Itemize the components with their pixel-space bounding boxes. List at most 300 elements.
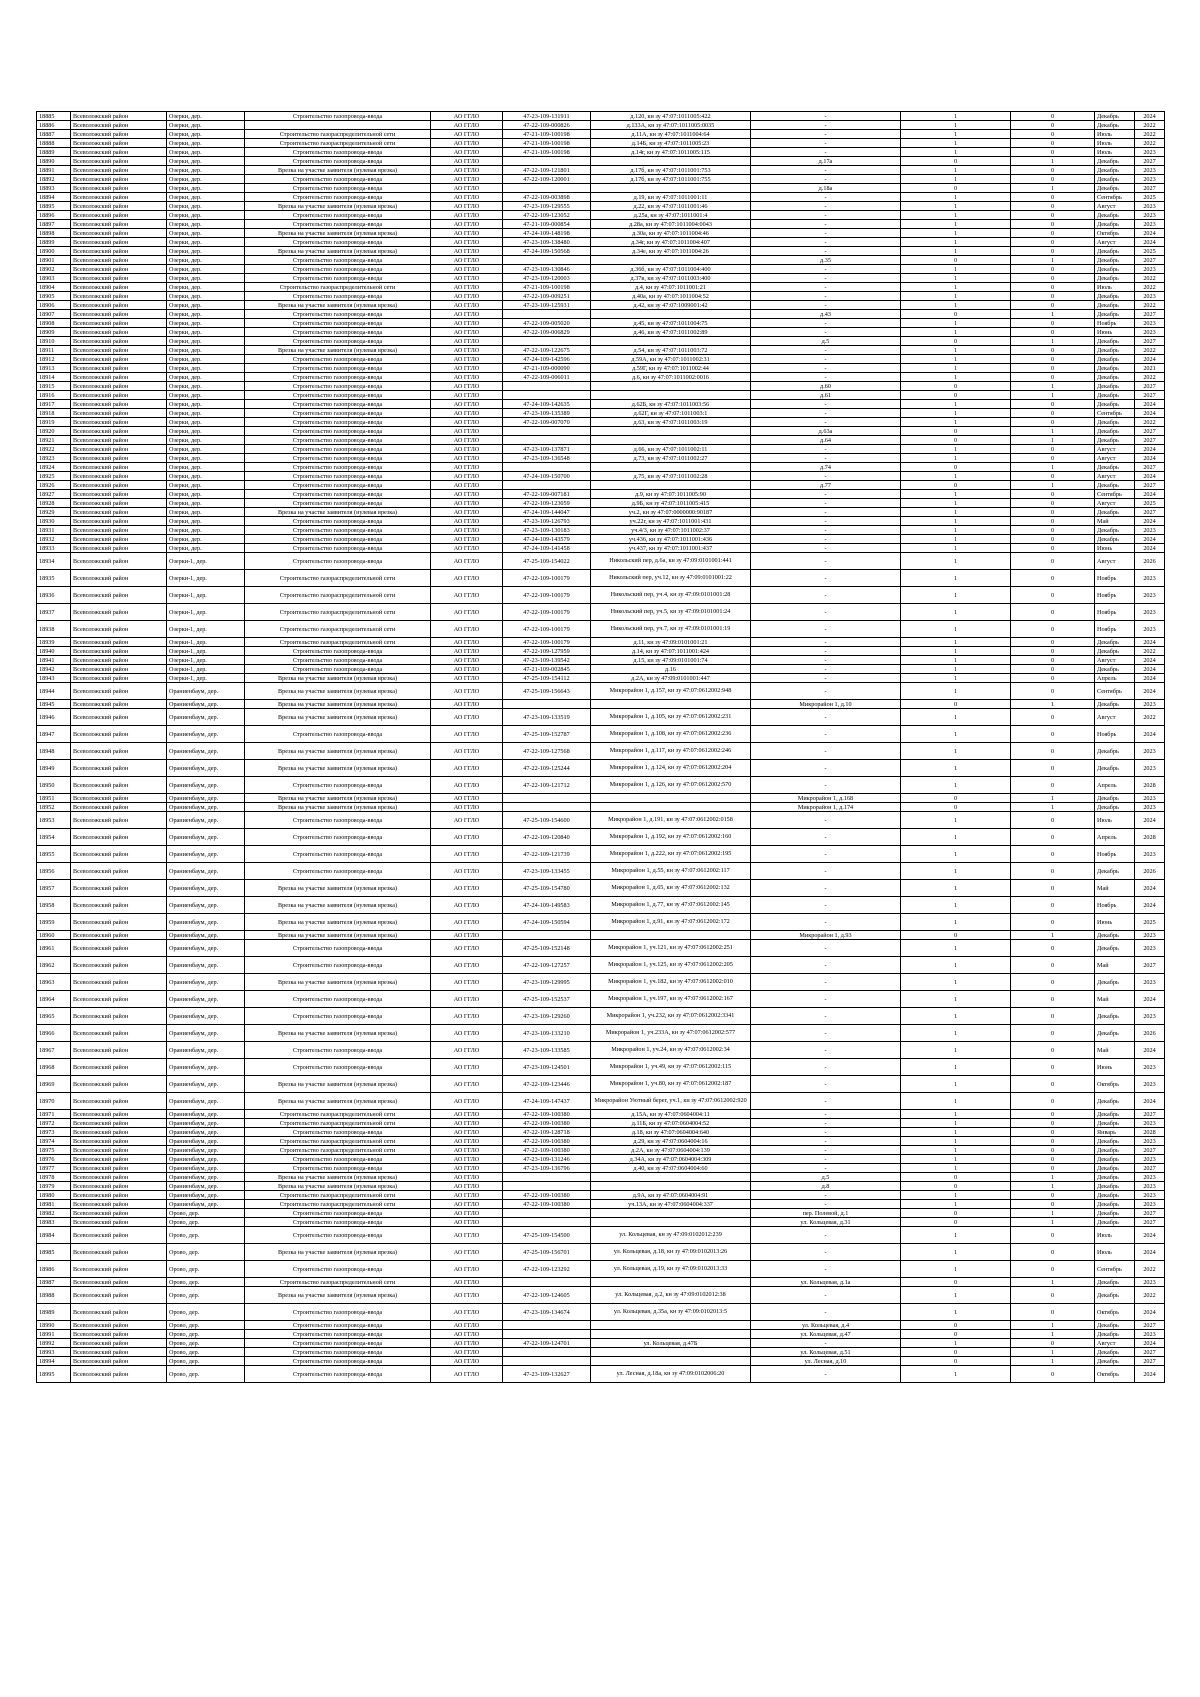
contract-number-cell: 47-22-109-125244 (503, 760, 591, 777)
year-cell: 2023 (1135, 1182, 1165, 1191)
organization-cell: АО ГГЛО (431, 247, 503, 256)
flag-a-cell: 1 (901, 526, 1011, 535)
address-cell: - (751, 517, 901, 526)
cadastral-address-cell: Микрорайон 1, уч.49, кн зу 47:07:0612002:115 (591, 1059, 751, 1076)
table-row (37, 1119, 1165, 1128)
settlement-cell: Ораниенбаум, дер. (167, 803, 245, 812)
contract-number-cell: 47-25-109-154600 (503, 812, 591, 829)
cadastral-address-cell (591, 1330, 751, 1339)
flag-a-cell: 0 (901, 157, 1011, 166)
year-cell: 2023 (1135, 743, 1165, 760)
table-row (37, 621, 1165, 638)
district-cell: Всеволожский район (71, 1059, 167, 1076)
address-cell: - (751, 535, 901, 544)
address-cell: - (751, 346, 901, 355)
address-cell: - (751, 829, 901, 846)
settlement-cell: Озерки, дер. (167, 400, 245, 409)
cadastral-address-cell: д.133А, кн зу 47:07:1011005:0035 (591, 121, 751, 130)
flag-b-cell: 1 (1011, 931, 1095, 940)
table-row (37, 256, 1165, 265)
settlement-cell: Ораниенбаум, дер. (167, 829, 245, 846)
table-row (37, 454, 1165, 463)
address-cell: - (751, 1200, 901, 1209)
table-row (37, 1366, 1165, 1383)
flag-a-cell: 1 (901, 301, 1011, 310)
cadastral-address-cell (591, 463, 751, 472)
table-row (37, 638, 1165, 647)
district-cell: Всеволожский район (71, 472, 167, 481)
settlement-cell: Озерки-1, дер. (167, 674, 245, 683)
row-number: 18944 (37, 683, 71, 700)
flag-a-cell: 1 (901, 957, 1011, 974)
settlement-cell: Орово, дер. (167, 1321, 245, 1330)
district-cell: Всеволожский район (71, 777, 167, 794)
address-cell: д.74 (751, 463, 901, 472)
flag-a-cell: 1 (901, 1119, 1011, 1128)
district-cell: Всеволожский район (71, 674, 167, 683)
cadastral-address-cell: д.75, кн зу 47:07:1011002:28 (591, 472, 751, 481)
flag-b-cell: 0 (1011, 1244, 1095, 1261)
settlement-cell: Ораниенбаум, дер. (167, 1119, 245, 1128)
month-cell: Ноябрь (1095, 726, 1135, 743)
organization-cell: АО ГГЛО (431, 148, 503, 157)
row-number: 18969 (37, 1076, 71, 1093)
cadastral-address-cell: д.9Б, кн зу 47:07:1011005:415 (591, 499, 751, 508)
address-cell: - (751, 130, 901, 139)
organization-cell: АО ГГЛО (431, 1173, 503, 1182)
district-cell: Всеволожский район (71, 1200, 167, 1209)
table-row (37, 897, 1165, 914)
year-cell: 2027 (1135, 337, 1165, 346)
contract-number-cell (503, 157, 591, 166)
flag-b-cell: 0 (1011, 544, 1095, 553)
district-cell: Всеволожский район (71, 829, 167, 846)
flag-a-cell: 1 (901, 863, 1011, 880)
flag-a-cell: 1 (901, 130, 1011, 139)
district-cell: Всеволожский район (71, 319, 167, 328)
cadastral-address-cell (591, 1321, 751, 1330)
settlement-cell: Орово, дер. (167, 1304, 245, 1321)
organization-cell: АО ГГЛО (431, 472, 503, 481)
table-row (37, 148, 1165, 157)
table-row (37, 656, 1165, 665)
flag-b-cell: 1 (1011, 256, 1095, 265)
row-number: 18902 (37, 265, 71, 274)
organization-cell: АО ГГЛО (431, 508, 503, 517)
flag-b-cell: 1 (1011, 1348, 1095, 1357)
flag-a-cell: 1 (901, 355, 1011, 364)
settlement-cell: Озерки, дер. (167, 427, 245, 436)
flag-a-cell: 0 (901, 1218, 1011, 1227)
table-row (37, 587, 1165, 604)
organization-cell: АО ГГЛО (431, 656, 503, 665)
flag-b-cell: 0 (1011, 229, 1095, 238)
work-type-cell: Строительство газопровода-ввода (245, 238, 431, 247)
year-cell: 2023 (1135, 265, 1165, 274)
address-cell: - (751, 472, 901, 481)
month-cell: Декабрь (1095, 256, 1135, 265)
flag-a-cell: 1 (901, 760, 1011, 777)
table-row (37, 1227, 1165, 1244)
work-type-cell: Врезка на участке заявителя (нулевая врезка) (245, 202, 431, 211)
organization-cell: АО ГГЛО (431, 1119, 503, 1128)
address-cell: д.63а (751, 427, 901, 436)
flag-a-cell: 1 (901, 683, 1011, 700)
year-cell: 2023 (1135, 1155, 1165, 1164)
table-row (37, 553, 1165, 570)
work-type-cell: Строительство газопровода-ввода (245, 829, 431, 846)
flag-a-cell: 1 (901, 1059, 1011, 1076)
month-cell: Сентябрь (1095, 683, 1135, 700)
table-row (37, 726, 1165, 743)
flag-b-cell: 0 (1011, 777, 1095, 794)
district-cell: Всеволожский район (71, 1330, 167, 1339)
table-row (37, 409, 1165, 418)
flag-b-cell: 0 (1011, 846, 1095, 863)
district-cell: Всеволожский район (71, 1025, 167, 1042)
row-number: 18907 (37, 310, 71, 319)
flag-a-cell: 1 (901, 880, 1011, 897)
organization-cell: АО ГГЛО (431, 427, 503, 436)
month-cell: Август (1095, 472, 1135, 481)
flag-a-cell: 1 (901, 604, 1011, 621)
address-cell: - (751, 499, 901, 508)
settlement-cell: Ораниенбаум, дер. (167, 777, 245, 794)
organization-cell: АО ГГЛО (431, 931, 503, 940)
year-cell: 2028 (1135, 1128, 1165, 1137)
month-cell: Декабрь (1095, 863, 1135, 880)
table-row (37, 1348, 1165, 1357)
table-row (37, 1191, 1165, 1200)
year-cell: 2024 (1135, 445, 1165, 454)
settlement-cell: Орово, дер. (167, 1357, 245, 1366)
work-type-cell: Строительство газораспределительной сети (245, 1146, 431, 1155)
flag-b-cell: 0 (1011, 665, 1095, 674)
address-cell: - (751, 897, 901, 914)
work-type-cell: Строительство газопровода-ввода (245, 499, 431, 508)
flag-b-cell: 0 (1011, 1119, 1095, 1128)
contract-number-cell: 47-22-109-100179 (503, 621, 591, 638)
table-body (37, 112, 1165, 1383)
year-cell: 2024 (1135, 1339, 1165, 1348)
flag-b-cell: 0 (1011, 812, 1095, 829)
address-cell: - (751, 166, 901, 175)
address-cell: Микрорайон 1, д.168 (751, 794, 901, 803)
district-cell: Всеволожский район (71, 1110, 167, 1119)
year-cell: 2024 (1135, 656, 1165, 665)
flag-b-cell: 0 (1011, 760, 1095, 777)
flag-b-cell: 0 (1011, 166, 1095, 175)
table-row (37, 1304, 1165, 1321)
flag-a-cell: 1 (901, 346, 1011, 355)
flag-a-cell: 1 (901, 665, 1011, 674)
work-type-cell: Строительство газопровода-ввода (245, 265, 431, 274)
address-cell: - (751, 726, 901, 743)
cadastral-address-cell: д.16 (591, 665, 751, 674)
district-cell: Всеволожский район (71, 760, 167, 777)
settlement-cell: Озерки, дер. (167, 526, 245, 535)
flag-b-cell: 0 (1011, 1200, 1095, 1209)
year-cell: 2022 (1135, 1287, 1165, 1304)
work-type-cell: Строительство газопровода-ввода (245, 1348, 431, 1357)
organization-cell: АО ГГЛО (431, 760, 503, 777)
settlement-cell: Озерки, дер. (167, 382, 245, 391)
row-number: 18970 (37, 1093, 71, 1110)
month-cell: Май (1095, 957, 1135, 974)
table-row (37, 1321, 1165, 1330)
month-cell: Декабрь (1095, 1173, 1135, 1182)
address-cell: - (751, 490, 901, 499)
cadastral-address-cell: д.11Б, кн зу 47:07:0604004:52 (591, 1119, 751, 1128)
district-cell: Всеволожский район (71, 553, 167, 570)
year-cell: 2022 (1135, 301, 1165, 310)
organization-cell: АО ГГЛО (431, 940, 503, 957)
contract-number-cell (503, 184, 591, 193)
month-cell: Декабрь (1095, 508, 1135, 517)
settlement-cell: Ораниенбаум, дер. (167, 1110, 245, 1119)
flag-a-cell: 1 (901, 499, 1011, 508)
organization-cell: АО ГГЛО (431, 974, 503, 991)
flag-b-cell: 1 (1011, 427, 1095, 436)
work-type-cell: Строительство газопровода-ввода (245, 1366, 431, 1383)
year-cell: 2027 (1135, 1164, 1165, 1173)
contract-number-cell: 47-22-109-100380 (503, 1110, 591, 1119)
settlement-cell: Озерки-1, дер. (167, 604, 245, 621)
district-cell: Всеволожский район (71, 683, 167, 700)
address-cell: - (751, 940, 901, 957)
year-cell: 2023 (1135, 1191, 1165, 1200)
settlement-cell: Озерки, дер. (167, 409, 245, 418)
organization-cell: АО ГГЛО (431, 409, 503, 418)
flag-b-cell: 0 (1011, 508, 1095, 517)
contract-number-cell: 47-25-109-154112 (503, 674, 591, 683)
organization-cell: АО ГГЛО (431, 229, 503, 238)
work-type-cell: Строительство газопровода-ввода (245, 656, 431, 665)
contract-number-cell: 47-24-109-141458 (503, 544, 591, 553)
organization-cell: АО ГГЛО (431, 265, 503, 274)
address-cell: д.77 (751, 481, 901, 490)
organization-cell: АО ГГЛО (431, 829, 503, 846)
year-cell: 2022 (1135, 418, 1165, 427)
month-cell: Ноябрь (1095, 897, 1135, 914)
month-cell: Декабрь (1095, 1146, 1135, 1155)
cadastral-address-cell: д.11А, кн зу 47:07:1011004:64 (591, 130, 751, 139)
flag-a-cell: 0 (901, 310, 1011, 319)
row-number: 18905 (37, 292, 71, 301)
address-cell: - (751, 328, 901, 337)
table-row (37, 880, 1165, 897)
year-cell: 2024 (1135, 1304, 1165, 1321)
work-type-cell: Строительство газопровода-ввода (245, 1321, 431, 1330)
work-type-cell: Врезка на участке заявителя (нулевая врезка) (245, 166, 431, 175)
table-row (37, 211, 1165, 220)
flag-b-cell: 1 (1011, 337, 1095, 346)
flag-a-cell: 0 (901, 463, 1011, 472)
work-type-cell: Строительство газопровода-ввода (245, 391, 431, 400)
organization-cell: АО ГГЛО (431, 743, 503, 760)
organization-cell: АО ГГЛО (431, 1209, 503, 1218)
contract-number-cell: 47-22-109-100380 (503, 1200, 591, 1209)
organization-cell: АО ГГЛО (431, 382, 503, 391)
row-number: 18973 (37, 1128, 71, 1137)
work-type-cell: Врезка на участке заявителя (нулевая врезка) (245, 1093, 431, 1110)
cadastral-address-cell: Никольский пер, уч.5, кн зу 47:09:0101001:24 (591, 604, 751, 621)
work-type-cell: Строительство газопровода-ввода (245, 526, 431, 535)
year-cell: 2023 (1135, 570, 1165, 587)
contract-number-cell: 47-23-109-132627 (503, 1366, 591, 1383)
organization-cell: АО ГГЛО (431, 112, 503, 121)
contract-number-cell: 47-22-109-100380 (503, 1146, 591, 1155)
year-cell: 2023 (1135, 794, 1165, 803)
organization-cell: АО ГГЛО (431, 544, 503, 553)
cadastral-address-cell: Микрорайон 1, д.117, кн зу 47:07:0612002:246 (591, 743, 751, 760)
district-cell: Всеволожский район (71, 700, 167, 709)
flag-b-cell: 1 (1011, 382, 1095, 391)
flag-a-cell: 1 (901, 974, 1011, 991)
contract-number-cell: 47-23-109-125931 (503, 301, 591, 310)
settlement-cell: Озерки, дер. (167, 211, 245, 220)
row-number: 18968 (37, 1059, 71, 1076)
flag-a-cell: 1 (901, 1244, 1011, 1261)
organization-cell: АО ГГЛО (431, 139, 503, 148)
address-cell: - (751, 709, 901, 726)
settlement-cell: Озерки, дер. (167, 499, 245, 508)
table-row (37, 700, 1165, 709)
organization-cell: АО ГГЛО (431, 463, 503, 472)
table-row (37, 418, 1165, 427)
work-type-cell: Строительство газопровода-ввода (245, 1304, 431, 1321)
address-cell: - (751, 760, 901, 777)
month-cell: Ноябрь (1095, 587, 1135, 604)
settlement-cell: Озерки, дер. (167, 454, 245, 463)
district-cell: Всеволожский район (71, 1209, 167, 1218)
settlement-cell: Ораниенбаум, дер. (167, 914, 245, 931)
flag-b-cell: 1 (1011, 1182, 1095, 1191)
address-cell: д.8 (751, 1182, 901, 1191)
year-cell: 2027 (1135, 436, 1165, 445)
flag-a-cell: 1 (901, 587, 1011, 604)
month-cell: Декабрь (1095, 481, 1135, 490)
flag-b-cell: 0 (1011, 445, 1095, 454)
flag-a-cell: 1 (901, 229, 1011, 238)
month-cell: Сентябрь (1095, 193, 1135, 202)
year-cell: 2023 (1135, 292, 1165, 301)
flag-b-cell: 0 (1011, 1059, 1095, 1076)
table-row (37, 709, 1165, 726)
district-cell: Всеволожский район (71, 1182, 167, 1191)
district-cell: Всеволожский район (71, 526, 167, 535)
contract-number-cell (503, 337, 591, 346)
table-row (37, 846, 1165, 863)
flag-b-cell: 1 (1011, 463, 1095, 472)
year-cell: 2023 (1135, 526, 1165, 535)
district-cell: Всеволожский район (71, 621, 167, 638)
row-number: 18912 (37, 355, 71, 364)
row-number: 18956 (37, 863, 71, 880)
month-cell: Декабрь (1095, 1110, 1135, 1119)
flag-b-cell: 0 (1011, 1191, 1095, 1200)
flag-a-cell: 1 (901, 265, 1011, 274)
row-number: 18945 (37, 700, 71, 709)
organization-cell: АО ГГЛО (431, 499, 503, 508)
row-number: 18961 (37, 940, 71, 957)
organization-cell: АО ГГЛО (431, 1227, 503, 1244)
year-cell: 2022 (1135, 283, 1165, 292)
address-cell: - (751, 647, 901, 656)
table-row (37, 1164, 1165, 1173)
contract-number-cell: 47-25-109-154022 (503, 553, 591, 570)
table-row (37, 1155, 1165, 1164)
address-cell: Микрорайон 1, д.10 (751, 700, 901, 709)
flag-a-cell: 1 (901, 1191, 1011, 1200)
year-cell: 2027 (1135, 1209, 1165, 1218)
year-cell: 2023 (1135, 328, 1165, 337)
organization-cell: АО ГГЛО (431, 1287, 503, 1304)
cadastral-address-cell: д.14, кн зу 47:07:1011001:424 (591, 647, 751, 656)
work-type-cell: Строительство газопровода-ввода (245, 647, 431, 656)
flag-a-cell: 1 (901, 940, 1011, 957)
organization-cell: АО ГГЛО (431, 777, 503, 794)
work-type-cell: Строительство газопровода-ввода (245, 310, 431, 319)
month-cell: Декабрь (1095, 346, 1135, 355)
row-number: 18918 (37, 409, 71, 418)
contract-number-cell (503, 256, 591, 265)
flag-a-cell: 0 (901, 184, 1011, 193)
cadastral-address-cell (591, 1357, 751, 1366)
district-cell: Всеволожский район (71, 382, 167, 391)
table-row (37, 508, 1165, 517)
work-type-cell: Строительство газораспределительной сети (245, 621, 431, 638)
settlement-cell: Озерки, дер. (167, 292, 245, 301)
flag-a-cell: 0 (901, 931, 1011, 940)
flag-a-cell: 1 (901, 148, 1011, 157)
settlement-cell: Ораниенбаум, дер. (167, 974, 245, 991)
cadastral-address-cell: Никольский пер, уч.12, кн зу 47:09:0101001:22 (591, 570, 751, 587)
flag-a-cell: 1 (901, 247, 1011, 256)
contract-number-cell: 47-22-109-005020 (503, 319, 591, 328)
work-type-cell: Строительство газопровода-ввода (245, 1218, 431, 1227)
settlement-cell: Озерки, дер. (167, 157, 245, 166)
row-number: 18994 (37, 1357, 71, 1366)
settlement-cell: Озерки, дер. (167, 247, 245, 256)
year-cell: 2023 (1135, 931, 1165, 940)
flag-b-cell: 0 (1011, 301, 1095, 310)
district-cell: Всеволожский район (71, 310, 167, 319)
work-type-cell: Строительство газораспределительной сети (245, 1137, 431, 1146)
organization-cell: АО ГГЛО (431, 647, 503, 656)
address-cell: - (751, 283, 901, 292)
month-cell: Декабрь (1095, 382, 1135, 391)
district-cell: Всеволожский район (71, 202, 167, 211)
table-row (37, 743, 1165, 760)
table-row (37, 382, 1165, 391)
row-number: 18983 (37, 1218, 71, 1227)
contract-number-cell: 47-22-109-120840 (503, 829, 591, 846)
cadastral-address-cell: д.36б, кн зу 47:07:1011004:400 (591, 265, 751, 274)
row-number: 18985 (37, 1244, 71, 1261)
month-cell: Декабрь (1095, 247, 1135, 256)
work-type-cell: Врезка на участке заявителя (нулевая врезка) (245, 301, 431, 310)
contract-number-cell (503, 794, 591, 803)
flag-a-cell: 1 (901, 1339, 1011, 1348)
month-cell: Август (1095, 553, 1135, 570)
row-number: 18963 (37, 974, 71, 991)
organization-cell: АО ГГЛО (431, 1200, 503, 1209)
cadastral-address-cell: Микрорайон 1, уч.24, кн зу 47:07:0612002:34 (591, 1042, 751, 1059)
organization-cell: АО ГГЛО (431, 812, 503, 829)
cadastral-address-cell: д.34г, кн зу 47:07:1011004:407 (591, 238, 751, 247)
work-type-cell: Строительство газопровода-ввода (245, 427, 431, 436)
